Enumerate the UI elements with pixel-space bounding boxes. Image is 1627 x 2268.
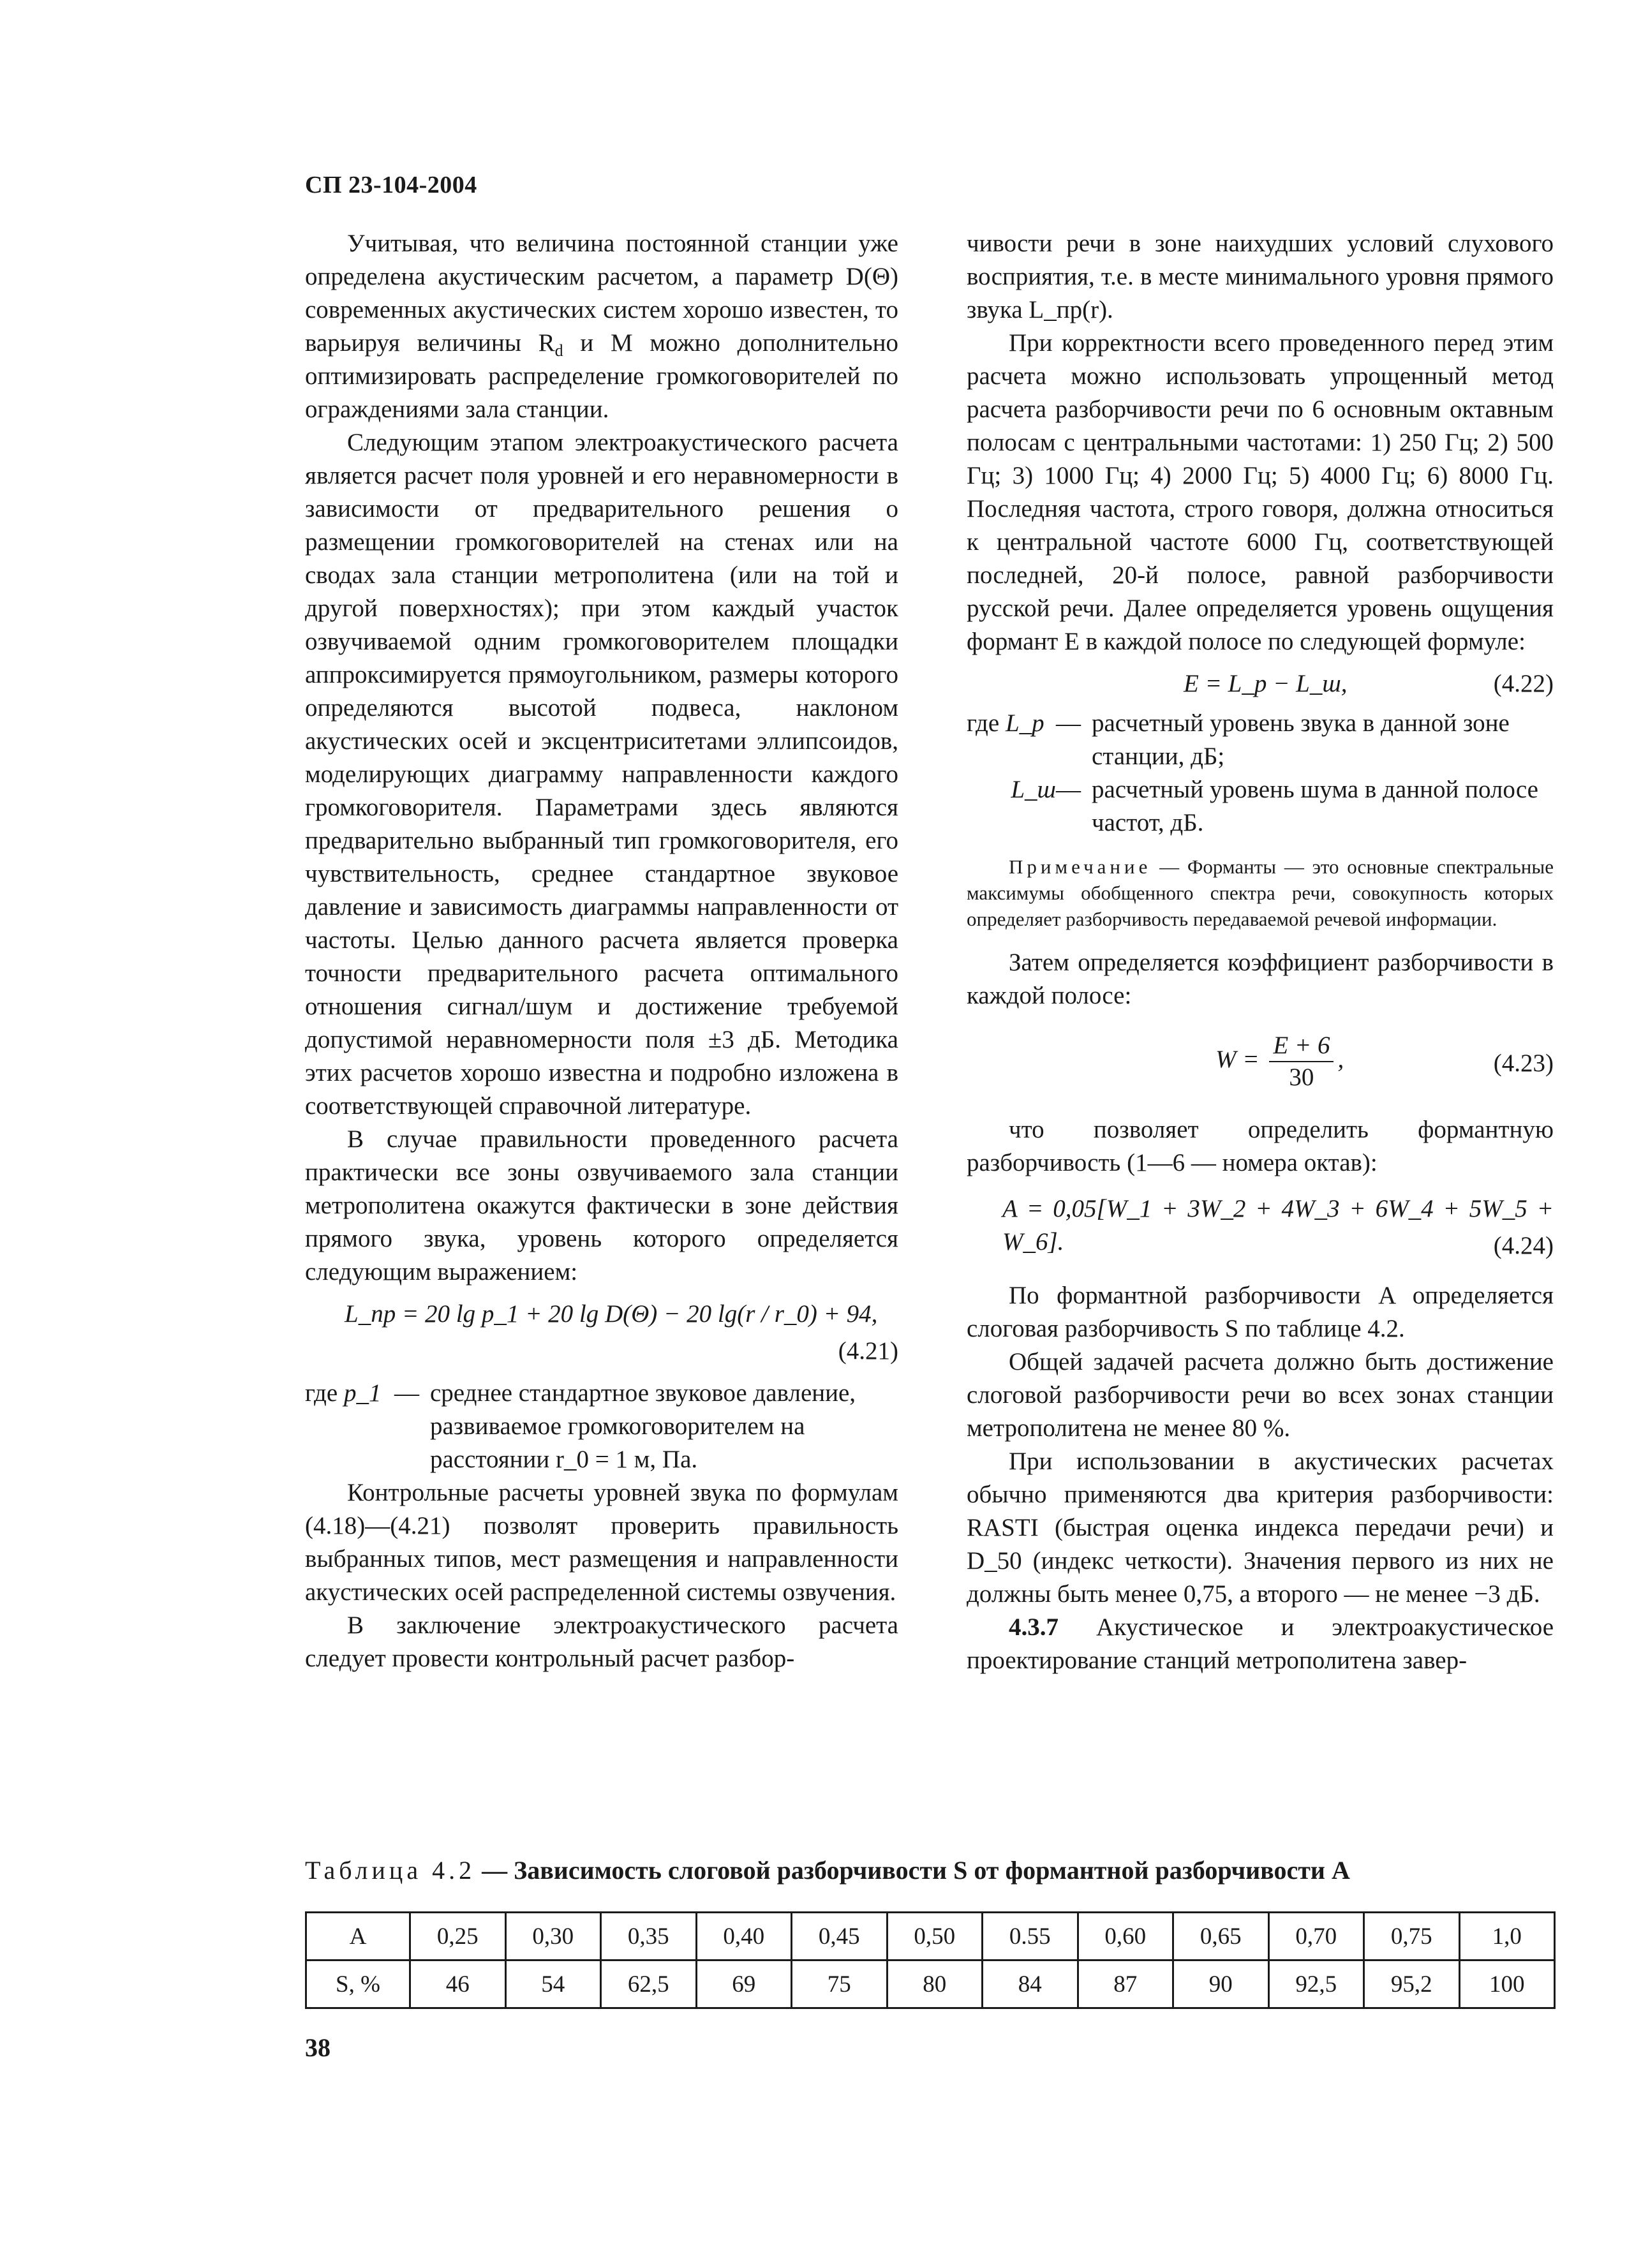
table-cell: 0,60: [1078, 1913, 1173, 1960]
paragraph: При корректности всего проведенного перед этим расчета можно использовать упрощенный метод расчета разборчивости речи по 6 основным октавным полосам с центральными частотами: 1) 250 Гц; 2) 500 Гц; 3) 1000 Гц; 4) 2000 Гц; 5) 4000 Гц; 6) 8000 Гц. Последняя частота, строго говоря, должна относиться к центральной частоте 6000 Гц, соответствующей последней, 20-й полосе, равной разборчивости русской речи. Далее определяется уровень ощущения формант E в каждой полосе по следующей формуле:: [967, 329, 1554, 655]
table-row: [306, 1913, 1555, 1960]
table-cell: 0,35: [601, 1913, 697, 1960]
table-cell: 0,30: [505, 1913, 601, 1960]
definition: L_ш — расчетный уровень шума в данной полосе частот, дБ.: [1011, 776, 1538, 836]
table-caption: Таблица 4.2 — Зависимость слоговой разборчивости S от формантной разборчивости A: [305, 1856, 1350, 1885]
formula-4-21: L_пр = 20 lg p_1 + 20 lg D(Θ) − 20 lg(r / r_0) + 94,: [345, 1300, 878, 1328]
table-cell: 54: [505, 1960, 601, 2008]
paragraph: Затем определяется коэффициент разборчивости в каждой полосе:: [967, 949, 1554, 1009]
table-cell: 84: [983, 1960, 1078, 2008]
paragraph: что позволяет определить формантную разборчивость (1—6 — номера октав):: [967, 1116, 1554, 1176]
paragraph: В заключение электроакустического расчета следует провести контрольный расчет разбор-: [305, 1612, 898, 1672]
note: Примечание — Форманты — это основные спектральные максимумы обобщенного спектра речи, совокупность которых определяет разборчивость передаваемой речевой информации.: [967, 856, 1554, 930]
paragraph: В случае правильности проведенного расчета практически все зоны озвучиваемого зала станции метрополитена окажутся фактически в зоне действия прямого звука, уровень которого определяется следующим выражением:: [305, 1125, 898, 1286]
formula-4-22: E = L_р − L_ш, (4.22): [1184, 670, 1554, 697]
table-cell: 46: [410, 1960, 506, 2008]
table-cell: 0,75: [1364, 1913, 1460, 1960]
paragraph: При использовании в акустических расчетах обычно применяются два критерия разборчивости: RASTI (быстрая оценка индекса передачи речи) и D_50 (индекс четкости). Значения первого из них не должны быть менее 0,75, а второго — не менее −3 дБ.: [967, 1448, 1554, 1608]
paragraph: Контрольные расчеты уровней звука по формулам (4.18)—(4.21) позволят проверить правильность выбранных типов, мест размещения и направленности акустических осей распределенной системы озвучения.: [305, 1479, 898, 1606]
paragraph: Учитывая, что величина постоянной станции уже определена акустическим расчетом, а параметр D(Θ) современных акустических систем хорошо известен, то варьируя величины $R_d$ и М можно дополнительно оптимизировать распределение громкоговорителей по ограждениями зала станции.: [305, 230, 898, 423]
table-cell: 75: [792, 1960, 888, 2008]
table-cell: 0,65: [1173, 1913, 1269, 1960]
definition: где L_р — расчетный уровень звука в данной зоне станции, дБ;: [967, 709, 1510, 770]
formula-number: (4.24): [1493, 1232, 1554, 1259]
table-cell: 0,70: [1268, 1913, 1364, 1960]
table-cell: 92,5: [1268, 1960, 1364, 2008]
paragraph: По формантной разборчивости A определяется слоговая разборчивость S по таблице 4.2.: [967, 1282, 1554, 1342]
table-cell: 0.55: [983, 1913, 1078, 1960]
table-cell: 62,5: [601, 1960, 697, 2008]
table-cell: 90: [1173, 1960, 1269, 2008]
definition: где p_1 — среднее стандартное звуковое давление, развиваемое громкоговорителем на расстоянии r_0 = 1 м, Па.: [305, 1379, 856, 1473]
table-header-cell: A: [306, 1913, 410, 1960]
table-cell: 1,0: [1459, 1913, 1555, 1960]
table-cell: 95,2: [1364, 1960, 1460, 2008]
table-cell: 100: [1459, 1960, 1555, 2008]
table-cell: 0,40: [696, 1913, 792, 1960]
table-cell: 0,50: [887, 1913, 983, 1960]
table-cell: 0,25: [410, 1913, 506, 1960]
table-cell: 69: [696, 1960, 792, 2008]
formula-4-24: A = 0,05[W_1 + 3W_2 + 4W_3 + 6W_4 + 5W_5 + W_6].: [1002, 1195, 1554, 1256]
table-header-cell: S, %: [306, 1960, 410, 2008]
paragraph: Общей задачей расчета должно быть достижение слоговой разборчивости речи во всех зонах станции метрополитена не менее 80 %.: [967, 1348, 1554, 1442]
formula-4-23: W = $\frac{E + 6}{30}$ , (4.23): [967, 1024, 1554, 1099]
table-row: [306, 1960, 1555, 2008]
document-code: СП 23-104-2004: [305, 172, 477, 198]
table-cell: 87: [1078, 1960, 1173, 2008]
paragraph: чивости речи в зоне наихудших условий слухового восприятия, т.е. в месте минимального уровня прямого звука L_пр(r).: [967, 230, 1554, 323]
fraction: $\frac{E + 6}{30}$: [1269, 1030, 1334, 1093]
paragraph: Следующим этапом электроакустического расчета является расчет поля уровней и его неравномерности в зависимости от предварительного решения о размещении громкоговорителей на стенах или на сводах зала станции метрополитена (или на той и другой поверхностях); при этом каждый участок озвучиваемой одним громкоговорителем площадки аппроксимируется прямоугольником, размеры которого определяются высотой подвеса, наклоном акустических осей и эксцентриситетами эллипсоидов, моделирующих диаграмму направленности каждого громкоговорителя. Параметрами здесь являются предварительно выбранный тип громкоговорителя, его чувствительность, среднее стандартное звуковое давление и зависимость диаграммы направленности от частоты. Целью данного расчета является проверка точности предварительного расчета оптимального отношения сигнал/шум и достижение требуемой допустимой неравномерности поля ±3 дБ. Методика этих расчетов хорошо известна и подробно изложена в соответствующей справочной литературе.: [305, 429, 898, 1120]
table-cell: 0,45: [792, 1913, 888, 1960]
table-cell: 80: [887, 1960, 983, 2008]
page-number: 38: [305, 2033, 331, 2062]
table-4-2: [305, 1911, 1556, 2009]
paragraph: 4.3.7 Акустическое и электроакустическое проектирование станций метрополитена завер-: [967, 1613, 1554, 1674]
formula-number: (4.21): [838, 1337, 898, 1365]
left-column: [305, 227, 898, 1675]
right-column: [967, 227, 1554, 1677]
